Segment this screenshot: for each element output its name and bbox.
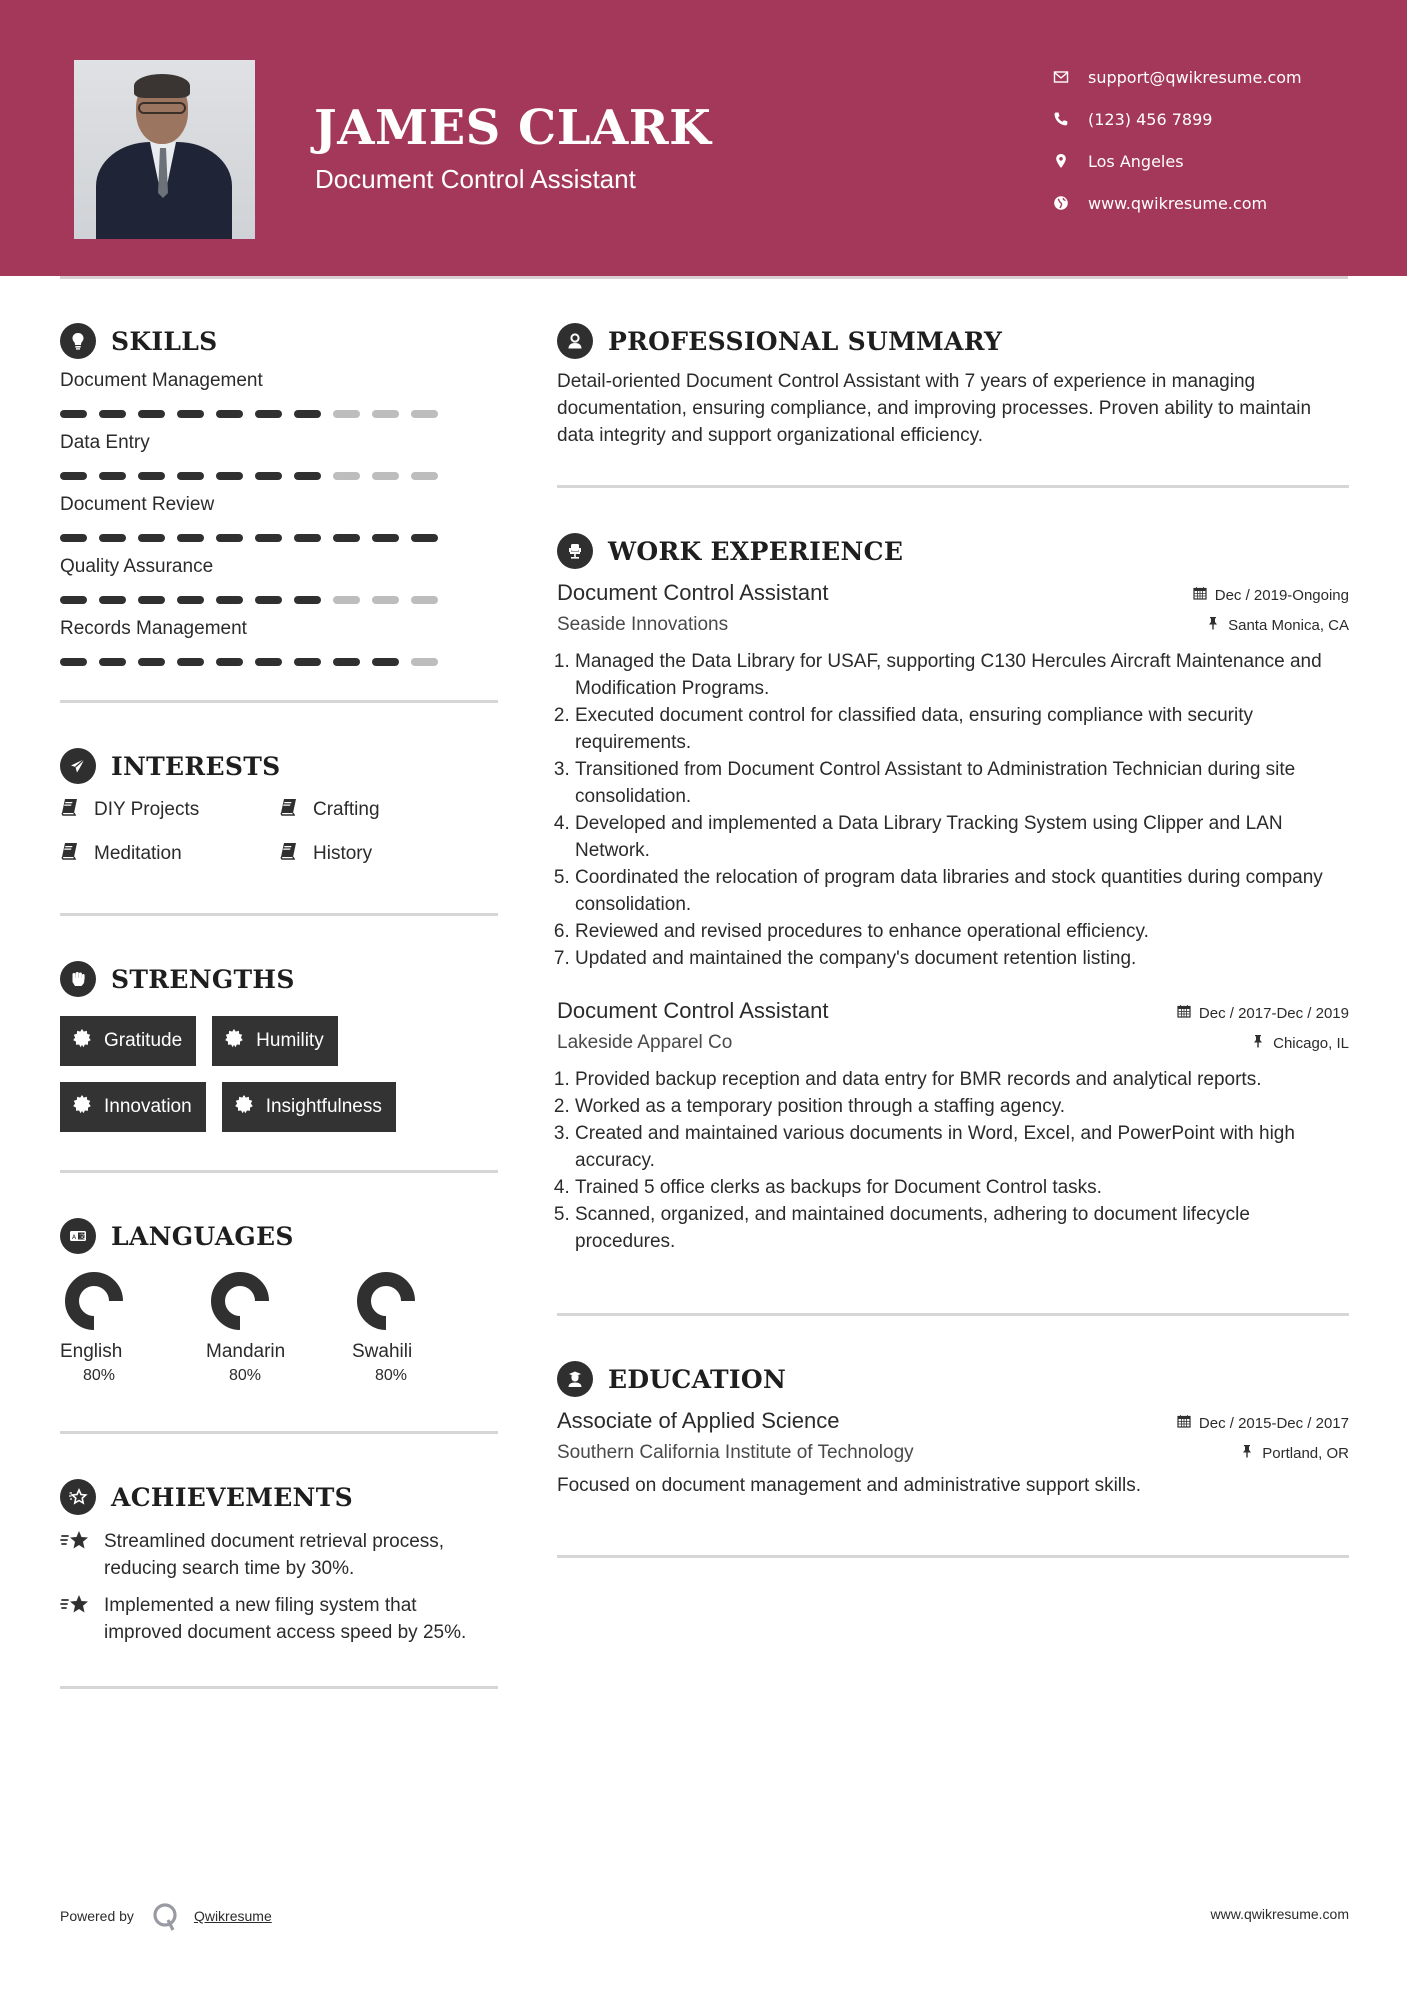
rating-dash-filled [177,472,204,480]
rating-dash-filled [99,472,126,480]
strength-tag [60,1016,196,1066]
degree-name: Associate of Applied Science [557,1408,840,1433]
rating-dash-filled [294,658,321,666]
section-divider [60,913,498,916]
rating-dash-filled [294,410,321,418]
pushpin-icon [1206,616,1228,634]
summary-heading: PROFESSIONAL SUMMARY [608,326,1003,356]
svg-text:文: 文 [79,1233,86,1241]
rating-dash-empty [372,472,399,480]
strength-label: Insightfulness [265,1096,382,1117]
skill-label: Records Management [60,618,247,639]
skill-rating-bar [60,658,498,666]
job-role: Document Control Assistant [557,580,829,605]
right-column [557,320,1349,1558]
contact-list [1050,56,1302,224]
raised-fist-icon [60,961,96,997]
language-name: Mandarin [206,1341,286,1362]
rating-dash-filled [372,534,399,542]
user-icon [557,323,593,359]
strength-tag [222,1082,396,1132]
interest-label: DIY Projects [94,799,200,820]
education-dates [1177,1414,1349,1432]
contact-location [1050,140,1302,182]
svg-text:A: A [72,1234,77,1241]
rating-dash-filled [177,658,204,666]
section-divider [60,1686,498,1689]
rating-dash-filled [255,596,282,604]
job-bullet: 4. Trained 5 office clerks as backups for Document Control tasks. [575,1174,1349,1201]
left-column [60,320,498,1689]
education-location [1240,1444,1349,1462]
language-icon [60,1218,96,1254]
interest-item [60,839,279,869]
candidate-name: JAMES CLARK [314,100,712,156]
skills-heading: SKILLS [111,326,218,356]
rating-dash-filled [216,534,243,542]
strength-label: Gratitude [104,1030,183,1051]
interest-item [60,795,279,825]
job-bullet: 1. Provided backup reception and data entry for BMR records and analytical reports. [575,1066,1349,1093]
job-location [1206,616,1349,634]
job-bullet: 6. Reviewed and revised procedures to enhance operational efficiency. [575,918,1349,945]
skill-rating-bar [60,410,498,418]
rating-dash-filled [333,658,360,666]
job-bullets [557,648,1349,972]
skill-label: Document Management [60,370,263,391]
interest-label: Crafting [313,799,380,820]
rating-dash-filled [177,596,204,604]
rating-dash-filled [216,658,243,666]
lightbulb-icon [60,323,96,359]
footer-website[interactable]: www.qwikresume.com [1210,1906,1349,1922]
rating-dash-filled [138,472,165,480]
rating-dash-filled [99,534,126,542]
rating-dash-filled [255,658,282,666]
section-divider [60,1170,498,1173]
skill-label: Quality Assurance [60,556,214,577]
job-entry [557,580,1349,972]
book-icon [60,841,94,867]
job-bullets [557,1066,1349,1255]
job-bullet: 1. Managed the Data Library for USAF, supporting C130 Hercules Aircraft Maintenance and Modification Programs. [575,648,1349,702]
rating-dash-filled [255,534,282,542]
interest-label: History [313,843,373,864]
job-bullet: 2. Worked as a temporary position through a staffing agency. [575,1093,1349,1120]
rating-dash-empty [333,410,360,418]
job-dates-text: Dec / 2019-Ongoing [1214,586,1349,604]
globe-icon [1050,195,1088,211]
rating-dash-filled [255,472,282,480]
section-divider [557,1313,1349,1316]
job-bullet: 5. Scanned, organized, and maintained documents, adhering to document lifecycle procedures. [575,1201,1349,1255]
rating-dash-filled [60,596,87,604]
strength-label: Innovation [104,1096,192,1117]
contact-phone-text: (123) 456 7899 [1088,109,1213,129]
skill-rating-bar [60,472,498,480]
phone-icon [1050,111,1088,127]
profile-photo [74,60,255,239]
rating-dash-filled [177,410,204,418]
language-list [60,1271,498,1385]
badge-icon [72,1028,104,1054]
job-entry [557,998,1349,1255]
strengths-section [60,958,498,1173]
interests-section [60,745,498,916]
pushpin-icon [1240,1444,1262,1462]
strength-tag [60,1082,206,1132]
education-dates-text: Dec / 2015-Dec / 2017 [1198,1414,1349,1432]
rating-dash-filled [216,596,243,604]
rating-dash-filled [138,596,165,604]
rating-dash-empty [372,596,399,604]
job-bullet: 5. Coordinated the relocation of program data libraries and stock quantities during company consolidation. [575,864,1349,918]
skill-label: Data Entry [60,432,150,453]
rating-dash-filled [333,534,360,542]
rating-dash-filled [60,534,87,542]
rating-dash-filled [255,410,282,418]
job-bullet: 7. Updated and maintained the company's document retention listing. [575,945,1349,972]
language-percent: 80% [374,1367,408,1384]
header-divider [60,276,1348,279]
achievements-section [60,1476,498,1689]
rating-dash-filled [294,472,321,480]
rating-dash-filled [99,658,126,666]
section-divider [60,1431,498,1434]
rating-dash-filled [216,472,243,480]
language-progress-ring [64,1271,124,1331]
office-chair-icon [557,533,593,569]
rating-dash-filled [411,534,438,542]
education-heading: EDUCATION [608,1364,787,1394]
interest-item [279,795,498,825]
language-name: English [60,1341,123,1362]
candidate-title: Document Control Assistant [315,164,636,194]
school-name: Southern California Institute of Technology [557,1442,914,1463]
shooting-star-icon [60,1528,104,1582]
rating-dash-filled [138,658,165,666]
rating-dash-filled [60,658,87,666]
job-dates-text: Dec / 2017-Dec / 2019 [1198,1004,1349,1022]
envelope-icon [1050,69,1088,85]
rating-dash-filled [60,472,87,480]
experience-heading: WORK EXPERIENCE [608,536,904,566]
company-name: Seaside Innovations [557,614,729,635]
strength-tag [212,1016,338,1066]
rating-dash-empty [372,410,399,418]
job-role: Document Control Assistant [557,998,829,1023]
powered-by-label: Powered by [60,1908,134,1924]
rating-dash-filled [138,410,165,418]
rating-dash-filled [294,596,321,604]
rating-dash-filled [216,410,243,418]
achievements-heading: ACHIEVEMENTS [111,1482,353,1512]
rating-dash-empty [333,596,360,604]
calendar-icon [1193,586,1215,604]
rating-dash-empty [411,410,438,418]
rating-dash-empty [333,472,360,480]
company-name: Lakeside Apparel Co [557,1032,733,1053]
rating-dash-empty [411,596,438,604]
rating-dash-filled [138,534,165,542]
language-item [60,1271,206,1385]
education-location-text: Portland, OR [1262,1444,1349,1462]
strength-tags [60,1016,498,1132]
calendar-icon [1177,1004,1199,1022]
language-percent: 80% [82,1367,116,1384]
experience-section [557,530,1349,1316]
strengths-heading: STRENGTHS [111,964,295,994]
achievement-item [60,1528,498,1582]
interest-item [279,839,498,869]
summary-text: Detail-oriented Document Control Assistant with 7 years of experience in managing documentation, ensuring compliance, and improving processes. Proven ability to maintain data integrity and support organizational efficiency. [557,371,1312,446]
language-progress-ring [210,1271,270,1331]
pushpin-icon [1251,1034,1273,1052]
rating-dash-empty [411,472,438,480]
achievement-text: Streamlined document retrieval process, reducing search time by 30%. [104,1531,445,1579]
qwikresume-logo-icon [150,1900,182,1932]
job-bullet: 3. Created and maintained various documents in Word, Excel, and PowerPoint with high accuracy. [575,1120,1349,1174]
job-bullet: 2. Executed document control for classified data, ensuring compliance with security requirements. [575,702,1349,756]
section-divider [60,700,498,703]
skill-rating-bar [60,596,498,604]
section-divider [557,485,1349,488]
language-item [352,1271,498,1385]
language-item [206,1271,352,1385]
star-badge-icon [60,1479,96,1515]
job-location-text: Chicago, IL [1273,1034,1349,1052]
contact-location-text: Los Angeles [1088,151,1184,171]
calendar-icon [1177,1414,1199,1432]
section-divider [557,1555,1349,1558]
rating-dash-filled [177,534,204,542]
job-location-text: Santa Monica, CA [1228,616,1349,634]
book-icon [279,797,313,823]
rating-dash-filled [60,410,87,418]
badge-icon [224,1028,256,1054]
contact-website-text: www.qwikresume.com [1088,193,1268,213]
badge-icon [234,1094,266,1120]
job-dates [1177,1004,1349,1022]
languages-section [60,1215,498,1434]
achievement-item [60,1592,498,1646]
contact-email-text: support@qwikresume.com [1088,67,1302,87]
job-bullet: 4. Developed and implemented a Data Library Tracking System using Clipper and LAN Network. [575,810,1349,864]
rating-dash-filled [294,534,321,542]
skill-label: Document Review [60,494,215,515]
graduate-icon [557,1361,593,1397]
language-name: Swahili [352,1341,413,1362]
education-section [557,1358,1349,1558]
strength-label: Humility [256,1030,324,1051]
education-description: Focused on document management and administrative support skills. [557,1475,1142,1496]
qwikresume-link[interactable]: Qwikresume [193,1908,272,1924]
footer-powered-by [60,1900,272,1932]
interest-label: Meditation [94,843,182,864]
contact-phone[interactable] [1050,98,1302,140]
rating-dash-filled [99,410,126,418]
rating-dash-filled [99,596,126,604]
badge-icon [72,1094,104,1120]
job-location [1251,1034,1349,1052]
job-bullet: 3. Transitioned from Document Control Assistant to Administration Technician during site consolidation. [575,756,1349,810]
job-dates [1193,586,1349,604]
book-icon [60,797,94,823]
book-icon [279,841,313,867]
resume-header [0,0,1407,276]
interests-heading: INTERESTS [111,751,281,781]
interests-grid [60,795,498,869]
shooting-star-icon [60,1592,104,1646]
rating-dash-empty [411,658,438,666]
contact-website[interactable] [1050,182,1302,224]
contact-email[interactable] [1050,56,1302,98]
languages-heading: LANGUAGES [111,1221,294,1251]
summary-section [557,320,1349,488]
paper-plane-icon [60,748,96,784]
map-pin-icon [1050,153,1088,169]
achievement-text: Implemented a new filing system that improved document access speed by 25%. [104,1595,467,1643]
rating-dash-filled [372,658,399,666]
skills-section [60,320,498,703]
language-percent: 80% [228,1367,262,1384]
language-progress-ring [356,1271,416,1331]
skill-rating-bar [60,534,498,542]
